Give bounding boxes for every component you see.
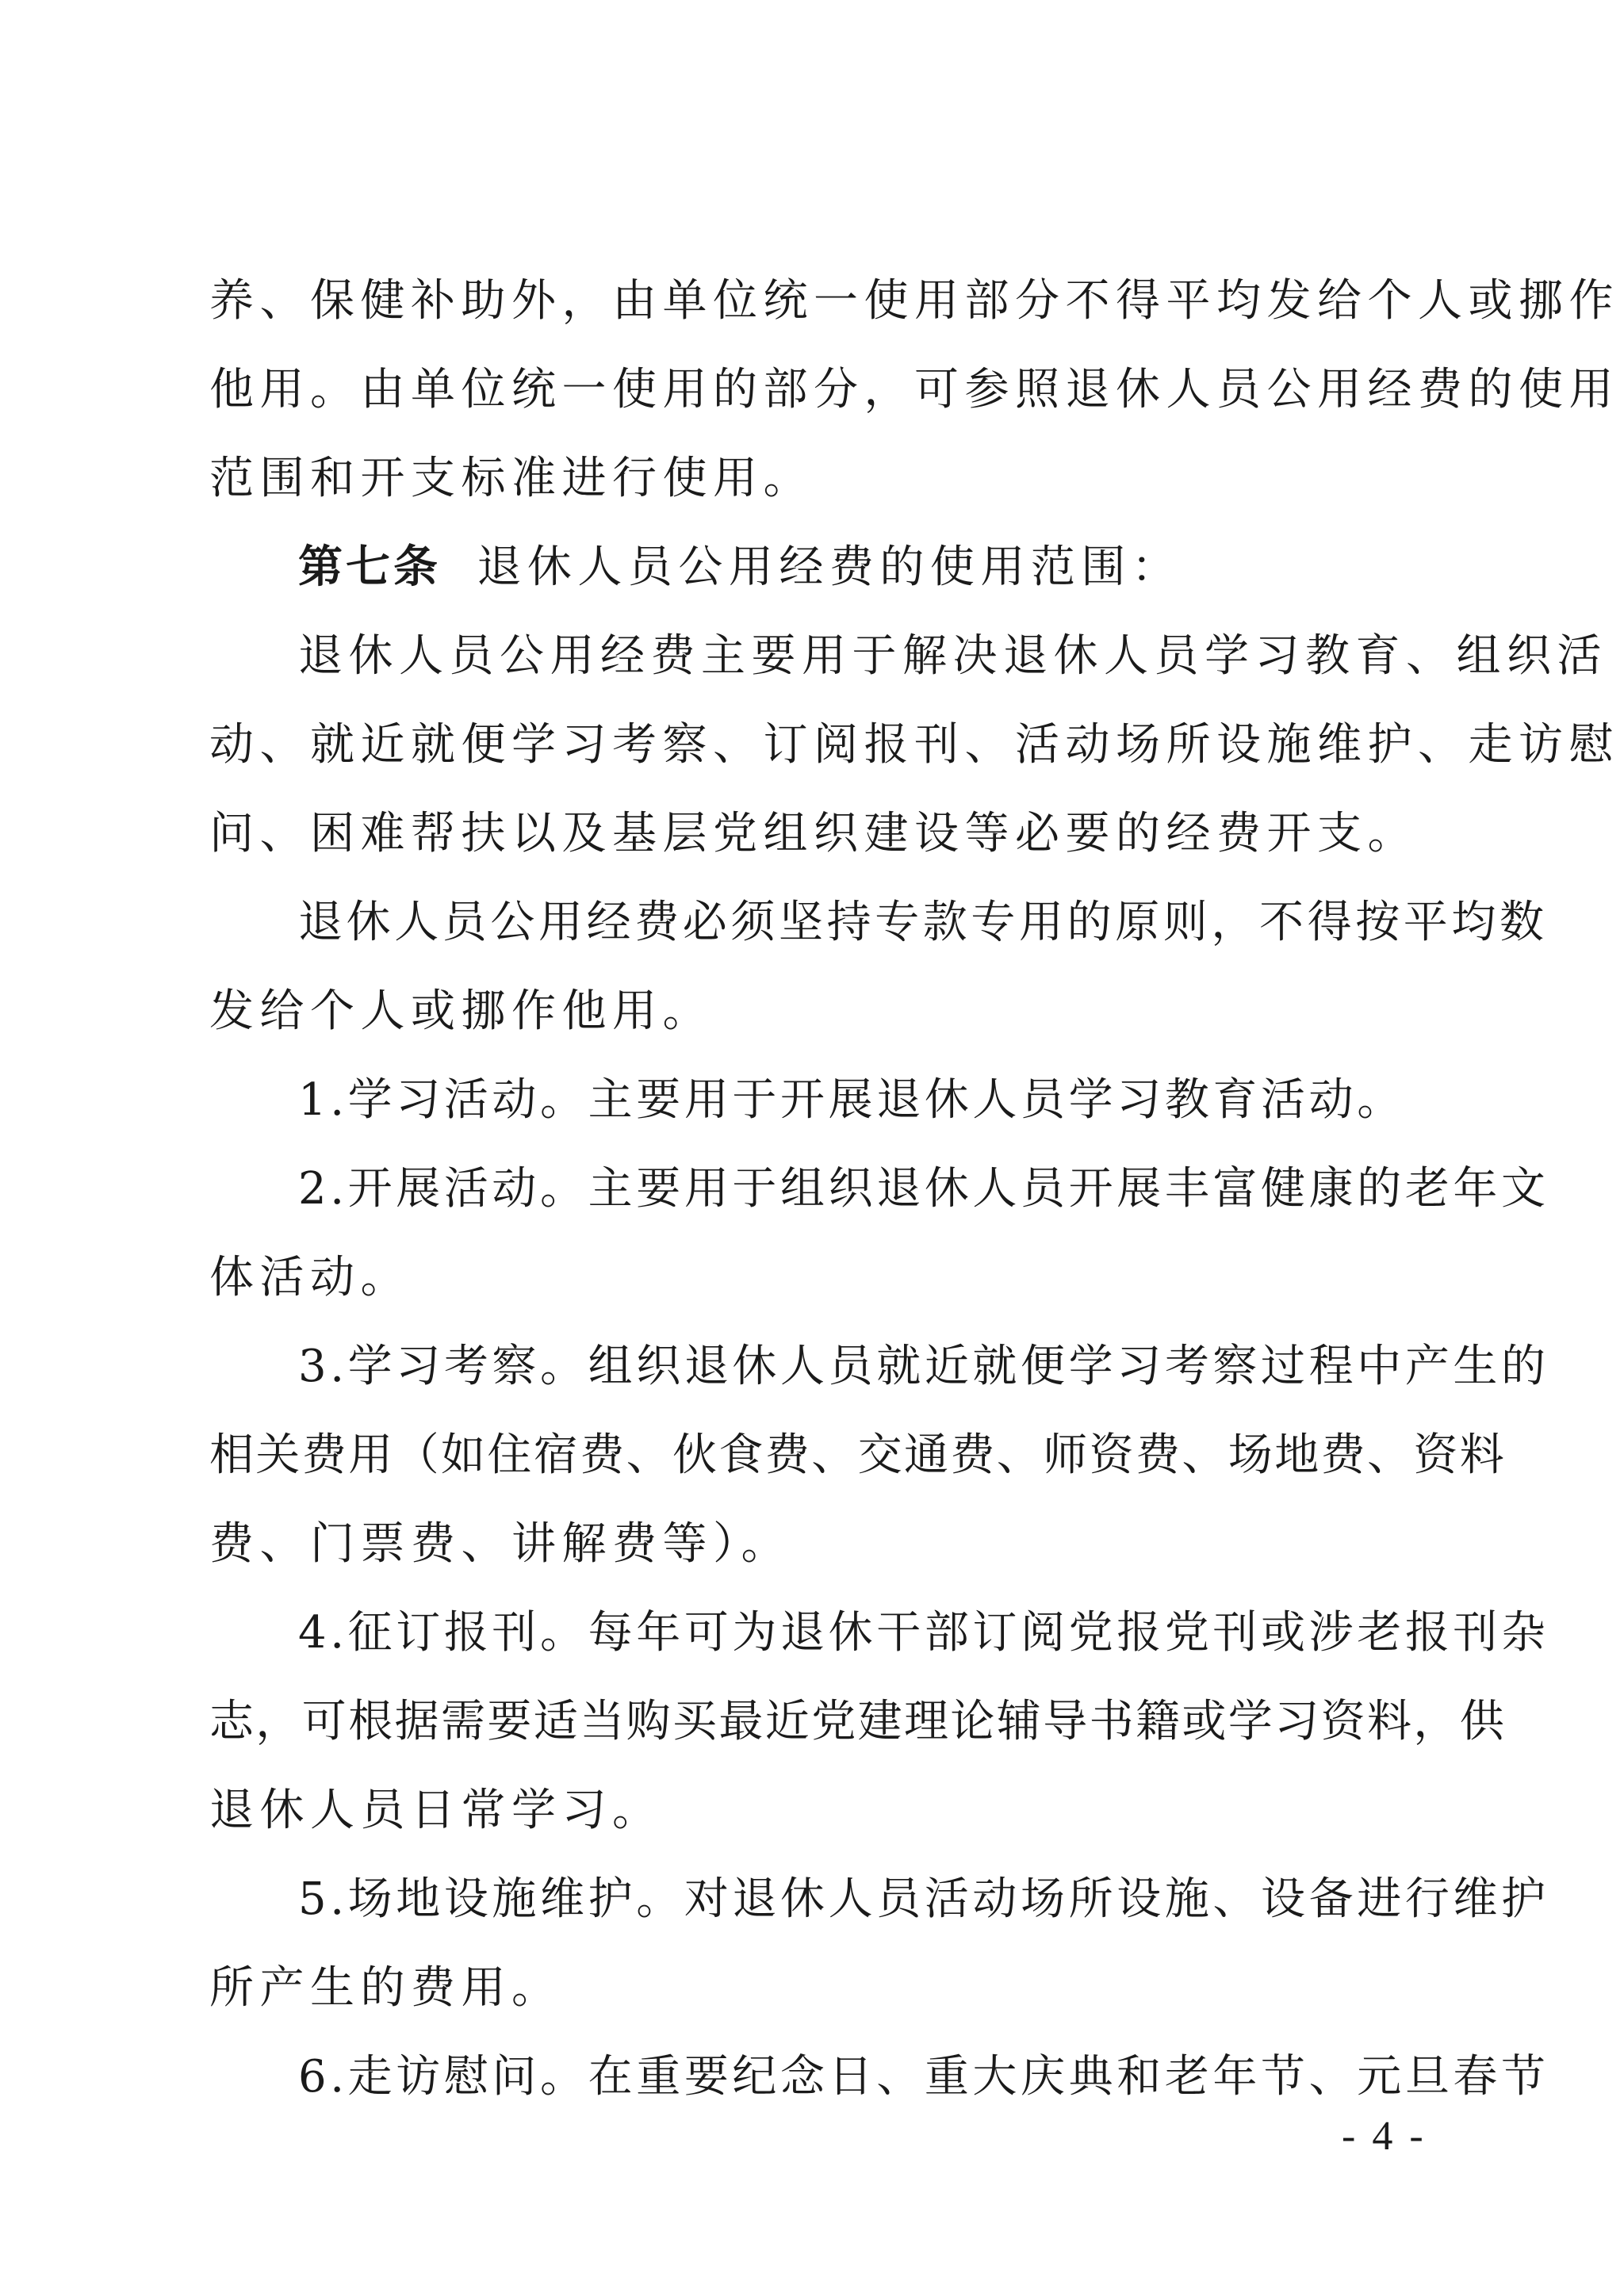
paragraph-line: 动、就近就便学习考察、订阅报刊、活动场所设施维护、走访慰 — [209, 719, 1619, 771]
list-item-line: 4.征订报刊。每年可为退休干部订阅党报党刊或涉老报刊杂 — [298, 1607, 1549, 1659]
list-item-line: 5.场地设施维护。对退休人员活动场所设施、设备进行维护 — [298, 1873, 1549, 1925]
paragraph-line: 志，可根据需要适当购买最近党建理论辅导书籍或学习资料，供 — [209, 1696, 1507, 1747]
paragraph-line: 他用。由单位统一使用的部分，可参照退休人员公用经费的使用 — [209, 364, 1619, 415]
page-number: - 4 - — [1342, 2114, 1427, 2159]
list-item-line: 3.学习考察。组织退休人员就近就便学习考察过程中产生的 — [298, 1341, 1549, 1392]
list-item-line: 2.开展活动。主要用于组织退休人员开展丰富健康的老年文 — [298, 1163, 1549, 1215]
list-item-line: 1.学习活动。主要用于开展退休人员学习教育活动。 — [298, 1074, 1405, 1126]
paragraph-line: 退休人员公用经费必须坚持专款专用的原则，不得按平均数 — [298, 897, 1548, 948]
article-title: 退休人员公用经费的使用范围： — [477, 541, 1182, 593]
article-heading-line — [298, 536, 1415, 599]
paragraph-line: 所产生的费用。 — [209, 1962, 562, 2014]
paragraph-line: 退休人员公用经费主要用于解决退休人员学习教育、组织活 — [298, 630, 1607, 682]
paragraph-line: 范围和开支标准进行使用。 — [209, 453, 814, 504]
paragraph-line: 费、门票费、讲解费等）。 — [209, 1518, 791, 1570]
paragraph-line: 体活动。 — [209, 1252, 411, 1303]
paragraph-line: 相关费用（如住宿费、伙食费、交通费、师资费、场地费、资料 — [209, 1429, 1507, 1481]
list-item-line: 6.走访慰问。在重要纪念日、重大庆典和老年节、元旦春节 — [298, 2051, 1549, 2103]
paragraph-line: 退休人员日常学习。 — [209, 1785, 663, 1836]
paragraph-line: 问、困难帮扶以及基层党组织建设等必要的经费开支。 — [209, 808, 1418, 859]
paragraph-line: 发给个人或挪作他用。 — [209, 985, 713, 1037]
paragraph-line: 养、保健补助外，由单位统一使用部分不得平均发给个人或挪作 — [209, 275, 1619, 327]
article-heading: 第七条 — [298, 541, 441, 593]
